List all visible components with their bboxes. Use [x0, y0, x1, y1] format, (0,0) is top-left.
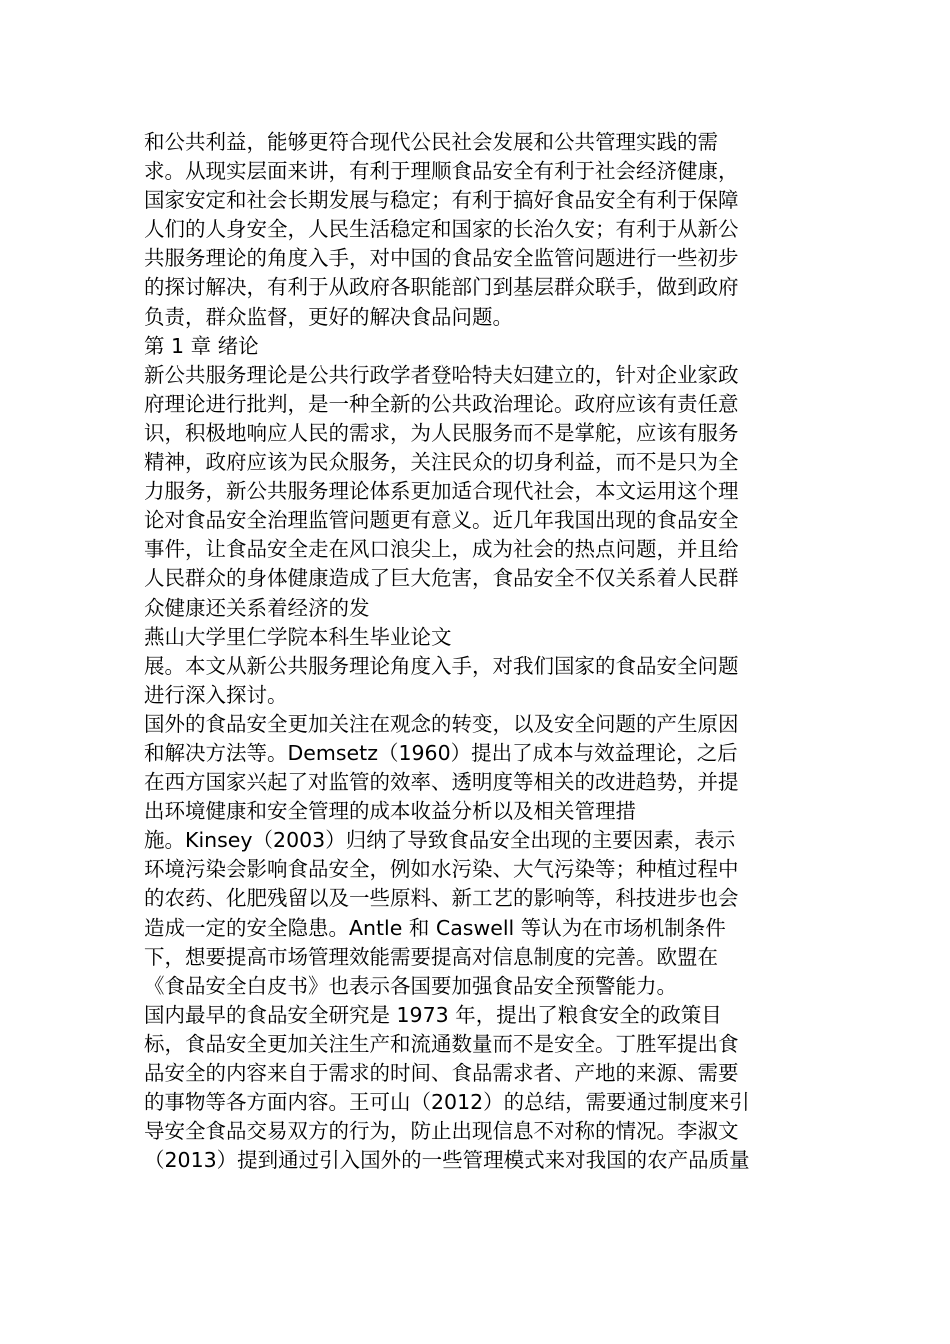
- text-line: 共服务理论的角度入手，对中国的食品安全监管问题进行一些初步: [144, 246, 739, 271]
- text-line: 力服务，新公共服务理论体系更加适合现代社会，本文运用这个理: [144, 479, 739, 504]
- text-line: 众健康还关系着经济的发: [144, 595, 370, 620]
- text-line: 导安全食品交易双方的行为，防止出现信息不对称的情况。李淑文: [144, 1119, 739, 1144]
- text-line: 事件，让食品安全走在风口浪尖上，成为社会的热点问题，并且给: [144, 537, 739, 562]
- text-line: 的事物等各方面内容。王可山（2012）的总结，需要通过制度来引: [144, 1090, 750, 1115]
- text-line: 燕山大学里仁学院本科生毕业论文: [144, 624, 452, 649]
- text-line: 论对食品安全治理监管问题更有意义。近几年我国出现的食品安全: [144, 508, 739, 533]
- text-line: 和公共利益，能够更符合现代公民社会发展和公共管理实践的需: [144, 130, 718, 154]
- text-line: 展。本文从新公共服务理论角度入手，对我们国家的食品安全问题: [144, 653, 739, 678]
- text-line: 第 1 章 绪论: [144, 333, 259, 358]
- text-line: 国外的食品安全更加关注在观念的转变，以及安全问题的产生原因: [144, 711, 739, 736]
- text-line: 识，积极地响应人民的需求，为人民服务而不是掌舵，应该有服务: [144, 420, 739, 445]
- text-line: 国内最早的食品安全研究是 1973 年，提出了粮食安全的政策目: [144, 1002, 722, 1027]
- text-line: 施。Kinsey（2003）归纳了导致食品安全出现的主要因素，表示: [144, 828, 736, 853]
- text-line: 的探讨解决，有利于从政府各职能部门到基层群众联手，做到政府: [144, 275, 739, 300]
- text-line: 负责，群众监督，更好的解决食品问题。: [144, 304, 513, 329]
- text-line: 进行深入探讨。: [144, 682, 288, 707]
- text-line: 和解决方法等。Demsetz（1960）提出了成本与效益理论，之后: [144, 740, 738, 765]
- text-line: （2013）提到通过引入国外的一些管理模式来对我国的农产品质量: [144, 1148, 750, 1173]
- text-line: 人民群众的身体健康造成了巨大危害，食品安全不仅关系着人民群: [144, 566, 739, 591]
- text-line: 《食品安全白皮书》也表示各国要加强食品安全预警能力。: [144, 973, 677, 998]
- text-line: 造成一定的安全隐患。Antle 和 Caswell 等认为在市场机制条件: [144, 915, 726, 940]
- text-line: 新公共服务理论是公共行政学者登哈特夫妇建立的，针对企业家政: [144, 362, 739, 387]
- text-line: 人们的人身安全，人民生活稳定和国家的长治久安；有利于从新公: [144, 217, 739, 242]
- text-line: 的农药、化肥残留以及一些原料、新工艺的影响等，科技进步也会: [144, 886, 739, 911]
- text-line: 下，想要提高市场管理效能需要提高对信息制度的完善。欧盟在: [144, 944, 718, 969]
- text-line: 府理论进行批判，是一种全新的公共政治理论。政府应该有责任意: [144, 391, 739, 416]
- text-line: 出环境健康和安全管理的成本收益分析以及相关管理措: [144, 799, 636, 824]
- body-text: [144, 128, 824, 1175]
- text-line: 求。从现实层面来讲，有利于理顺食品安全有利于社会经济健康，: [144, 159, 739, 184]
- text-line: 标，食品安全更加关注生产和流通数量而不是安全。丁胜军提出食: [144, 1031, 739, 1056]
- text-line: 品安全的内容来自于需求的时间、食品需求者、产地的来源、需要: [144, 1061, 739, 1085]
- text-line: 环境污染会影响食品安全，例如水污染、大气污染等；种植过程中: [144, 857, 739, 882]
- text-line: 精神，政府应该为民众服务，关注民众的切身利益，而不是只为全: [144, 450, 739, 475]
- text-line: 国家安定和社会长期发展与稳定；有利于搞好食品安全有利于保障: [144, 188, 739, 213]
- text-line: 在西方国家兴起了对监管的效率、透明度等相关的改进趋势，并提: [144, 770, 739, 795]
